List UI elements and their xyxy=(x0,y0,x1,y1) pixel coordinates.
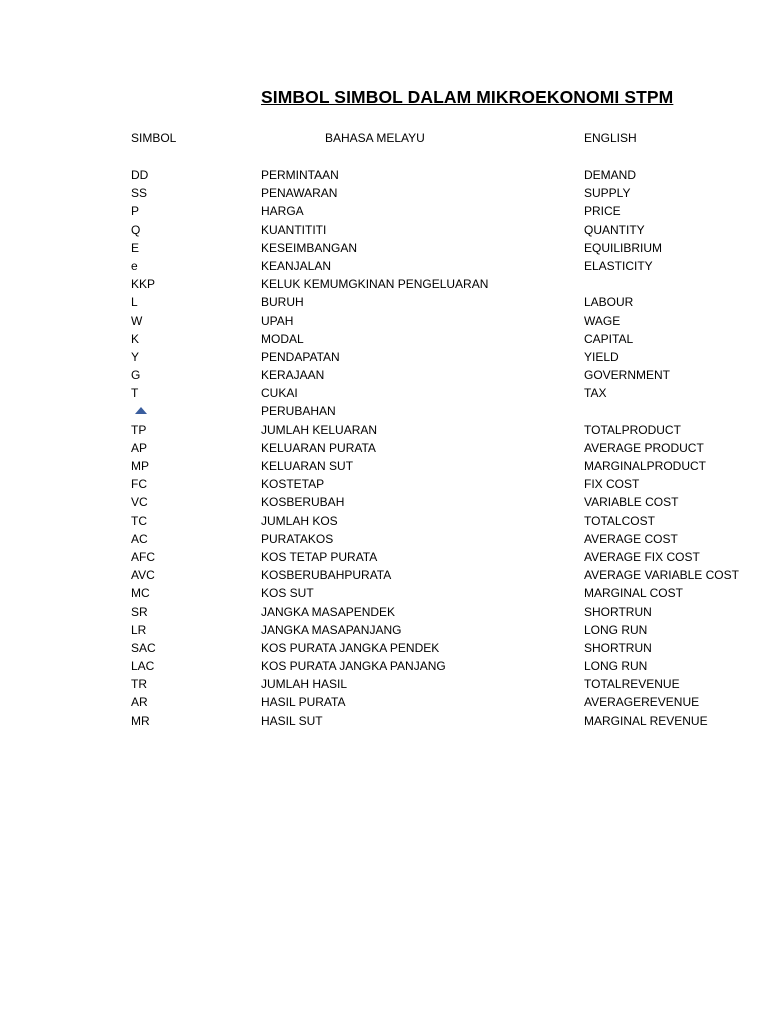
cell-symbol: LR xyxy=(131,622,147,637)
table-row xyxy=(0,384,657,402)
cell-symbol: L xyxy=(131,295,138,310)
table-row xyxy=(0,348,657,366)
cell-symbol: MP xyxy=(131,459,149,473)
table-row xyxy=(0,439,704,457)
cell-symbol: LAC xyxy=(131,659,155,674)
table-row xyxy=(0,457,707,475)
cell-english: AVERAGE PRODUCT xyxy=(584,440,704,455)
table-row xyxy=(0,603,657,621)
column-header-symbol: SIMBOL xyxy=(131,131,177,145)
cell-malay: KOSBERUBAHPURATA xyxy=(261,568,392,583)
cell-symbol: SAC xyxy=(131,640,156,655)
table-row xyxy=(0,275,657,293)
cell-english: MARGINAL REVENUE xyxy=(584,713,708,728)
cell-malay: JUMLAH KOS xyxy=(261,513,338,528)
cell-english: SHORTRUN xyxy=(584,604,652,619)
cell-malay: PERUBAHAN xyxy=(261,404,336,419)
cell-english: SUPPLY xyxy=(584,186,631,201)
cell-symbol: MR xyxy=(131,713,150,728)
cell-symbol: SS xyxy=(131,186,148,201)
cell-malay: PURATAKOS xyxy=(261,531,334,546)
cell-malay: HASIL SUT xyxy=(261,713,323,728)
cell-malay: HARGA xyxy=(261,204,304,219)
table-row xyxy=(0,693,700,711)
cell-malay: KUANTITITI xyxy=(261,222,327,237)
cell-malay: KOSBERUBAH xyxy=(261,495,345,510)
table-row xyxy=(0,293,657,311)
cell-symbol: KKP xyxy=(131,277,156,292)
table-row xyxy=(0,657,657,675)
table-row xyxy=(0,312,657,330)
cell-symbol: AC xyxy=(131,531,148,546)
cell-symbol: AP xyxy=(131,440,148,455)
cell-malay: KEANJALAN xyxy=(261,258,332,273)
cell-symbol: e xyxy=(131,258,138,273)
cell-malay: JUMLAH KELUARAN xyxy=(261,422,378,437)
cell-symbol: VC xyxy=(131,495,148,510)
cell-symbol: K xyxy=(131,331,140,346)
table-row xyxy=(0,421,681,439)
cell-english: EQUILIBRIUM xyxy=(584,240,663,255)
page-title: SIMBOL SIMBOL DALAM MIKROEKONOMI STPM xyxy=(261,87,674,107)
cell-symbol: AR xyxy=(131,695,148,710)
cell-english: QUANTITY xyxy=(584,222,645,237)
cell-symbol: E xyxy=(131,240,140,255)
delta-triangle-icon xyxy=(135,407,147,414)
table-row xyxy=(0,221,657,239)
table-row xyxy=(0,493,679,511)
table-row xyxy=(0,639,657,657)
cell-symbol: Q xyxy=(131,222,141,237)
cell-symbol: T xyxy=(131,386,139,401)
cell-english: LONG RUN xyxy=(584,659,648,674)
cell-malay: KOSTETAP xyxy=(261,477,325,492)
cell-malay: KOS TETAP PURATA xyxy=(261,549,378,564)
table-row xyxy=(0,366,671,384)
cell-malay: JANGKA MASAPANJANG xyxy=(261,622,402,637)
cell-english: MARGINALPRODUCT xyxy=(584,459,707,473)
cell-english: SHORTRUN xyxy=(584,640,652,655)
cell-malay: KELUK KEMUMGKINAN PENGELUARAN xyxy=(261,277,489,292)
cell-english: GOVERNMENT xyxy=(584,368,671,383)
table-row xyxy=(0,184,657,202)
cell-malay: KERAJAAN xyxy=(261,368,325,383)
table-row xyxy=(0,712,708,730)
table-row xyxy=(0,512,657,530)
cell-english: LABOUR xyxy=(584,295,634,310)
cell-english: YIELD xyxy=(584,349,619,364)
cell-malay: CUKAI xyxy=(261,386,298,401)
cell-english: AVERAGE FIX COST xyxy=(584,549,700,564)
cell-malay: BURUH xyxy=(261,295,304,310)
cell-malay: KESEIMBANGAN xyxy=(261,240,358,255)
cell-malay: KOS SUT xyxy=(261,586,314,601)
cell-symbol: TP xyxy=(131,422,147,437)
table-row xyxy=(0,530,678,548)
cell-english: ELASTICITY xyxy=(584,258,653,273)
table-row xyxy=(0,566,739,584)
cell-english: WAGE xyxy=(584,313,621,328)
table-row xyxy=(0,475,657,493)
cell-symbol: SR xyxy=(131,604,148,619)
cell-english: DEMAND xyxy=(584,168,637,182)
cell-english: TOTALPRODUCT xyxy=(584,422,681,437)
table-row xyxy=(0,239,663,257)
cell-malay: PENDAPATAN xyxy=(261,349,340,364)
table-row xyxy=(0,675,680,693)
cell-malay: KOS PURATA JANGKA PANJANG xyxy=(261,659,446,674)
cell-english: TOTALCOST xyxy=(584,513,655,528)
cell-english: TAX xyxy=(584,386,607,401)
cell-malay: KELUARAN SUT xyxy=(261,459,354,473)
cell-english: TOTALREVENUE xyxy=(584,677,680,692)
cell-symbol: G xyxy=(131,368,141,383)
table-row xyxy=(0,166,657,184)
column-header-malay: BAHASA MELAYU xyxy=(325,131,425,145)
table-row xyxy=(0,202,657,220)
cell-malay: JUMLAH HASIL xyxy=(261,677,348,692)
cell-symbol: W xyxy=(131,313,143,328)
cell-symbol: AFC xyxy=(131,549,155,564)
table-row xyxy=(0,257,657,275)
cell-malay: PERMINTAAN xyxy=(261,168,339,182)
cell-malay: UPAH xyxy=(261,313,294,328)
table-row xyxy=(0,402,657,420)
symbol-table xyxy=(0,166,739,730)
cell-english: FIX COST xyxy=(584,477,640,492)
table-row xyxy=(0,621,657,639)
cell-english: CAPITAL xyxy=(584,331,634,346)
cell-english: AVERAGE COST xyxy=(584,531,678,546)
column-header-english: ENGLISH xyxy=(584,131,637,145)
table-row xyxy=(0,548,700,566)
cell-english: MARGINAL COST xyxy=(584,586,683,601)
cell-english: AVERAGE VARIABLE COST xyxy=(584,568,739,583)
cell-symbol: MC xyxy=(131,586,150,601)
cell-malay: JANGKA MASAPENDEK xyxy=(261,604,396,619)
cell-english: LONG RUN xyxy=(584,622,648,637)
cell-symbol: TR xyxy=(131,677,147,692)
cell-english: PRICE xyxy=(584,204,621,219)
cell-symbol: DD xyxy=(131,168,149,182)
cell-malay: HASIL PURATA xyxy=(261,695,346,710)
table-row xyxy=(0,330,657,348)
cell-symbol: Y xyxy=(131,349,140,364)
cell-malay: PENAWARAN xyxy=(261,186,338,201)
cell-english: AVERAGEREVENUE xyxy=(584,695,700,710)
cell-symbol xyxy=(131,402,143,420)
cell-malay: KELUARAN PURATA xyxy=(261,440,376,455)
cell-symbol: P xyxy=(131,204,140,219)
cell-english: VARIABLE COST xyxy=(584,495,679,510)
cell-symbol: AVC xyxy=(131,568,155,583)
cell-malay: KOS PURATA JANGKA PENDEK xyxy=(261,640,440,655)
cell-symbol: FC xyxy=(131,477,147,492)
table-row xyxy=(0,584,683,602)
cell-symbol: TC xyxy=(131,513,147,528)
cell-malay: MODAL xyxy=(261,331,304,346)
